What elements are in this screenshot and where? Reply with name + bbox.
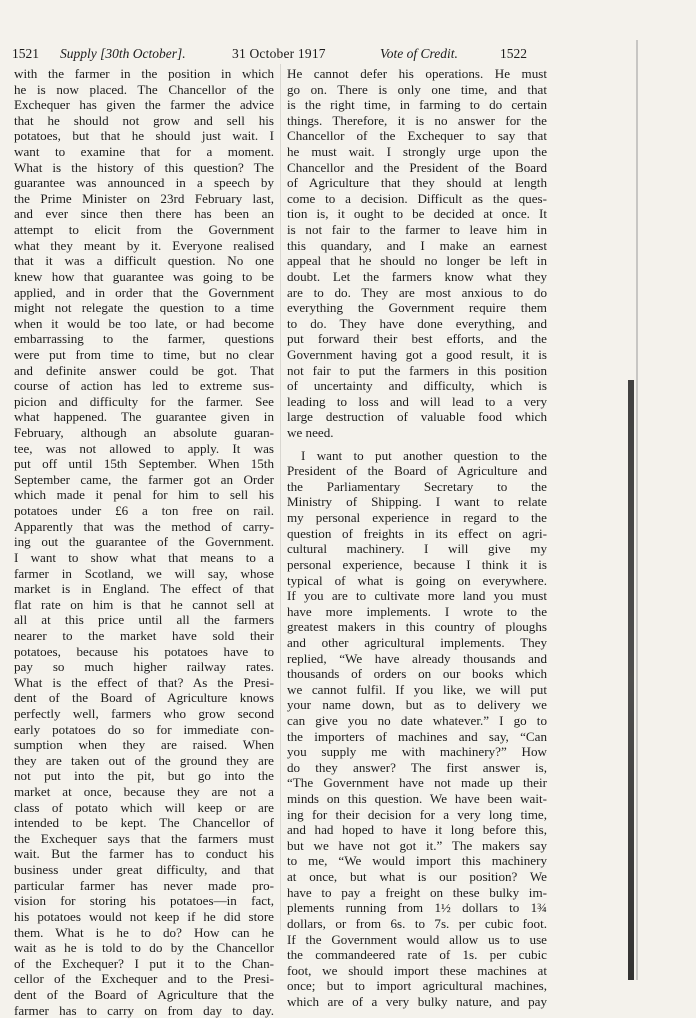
text-line: Chancellor and the President of the Board — [287, 159, 547, 175]
text-line: at once, but what is our position? We — [287, 869, 547, 885]
text-line: attempt to elicit from the Government — [14, 222, 274, 238]
text-line: particular farmer has never made pro- — [14, 877, 274, 893]
text-line: Ministry of Shipping. I want to relate — [287, 494, 547, 510]
text-line: have to pay a freight on these bulky im- — [287, 884, 547, 900]
text-line: course of action has led to extreme sus- — [14, 378, 274, 394]
text-line: intended to be kept. The Chancellor of — [14, 815, 274, 831]
text-line: my personal experience in regard to the — [287, 510, 547, 526]
text-line: tion is, it ought to be decided at once. It — [287, 206, 547, 222]
paragraph-gap — [287, 441, 547, 448]
text-line: cultural machinery. I will give my — [287, 541, 547, 557]
text-line: wait. But the farmer has to conduct his — [14, 846, 274, 862]
text-line: large destruction of valuable food which — [287, 409, 547, 425]
text-line: typical of what is going on everywhere. — [287, 572, 547, 588]
text-line: Apparently that was the method of carry- — [14, 518, 274, 534]
text-line: this quandary, and I make an earnest — [287, 237, 547, 253]
text-line: and ever since then there has been an — [14, 206, 274, 222]
text-line: business under great difficulty, and that — [14, 862, 274, 878]
text-line: minds on this question. We have been wait- — [287, 791, 547, 807]
text-line: but we have not got it.” The makers say — [287, 837, 547, 853]
text-line: market is in England. The effect of that — [14, 581, 274, 597]
text-line: farmer in Scotland, we will say, whose — [14, 565, 274, 581]
text-line: early potatoes do so for immediate con- — [14, 721, 274, 737]
text-line: with the farmer in the position in which — [14, 66, 274, 81]
text-line: Government having got a good result, it is — [287, 346, 547, 362]
text-line: doubt. Let the farmers know what they — [287, 268, 547, 284]
binding-edge-shadow — [628, 380, 634, 980]
text-line: of Agriculture that they should at length — [287, 175, 547, 191]
text-line: If the Government would allow us to use — [287, 931, 547, 947]
text-line: you supply me with machinery?” How — [287, 744, 547, 760]
left-column-number: 1521 — [12, 46, 39, 61]
text-line: and other agricultural implements. They — [287, 634, 547, 650]
text-line: can give you no date whatever.” I go to — [287, 712, 547, 728]
text-line: might not relegate the question to a time — [14, 300, 274, 316]
text-line: question of freights in its effect on agri- — [287, 525, 547, 541]
text-line: the importers of machines and say, “Can — [287, 728, 547, 744]
text-line: not put into the pit, but go into the — [14, 768, 274, 784]
text-line: September came, the farmer got an Order — [14, 471, 274, 487]
text-line: nearer to the market have sold their — [14, 627, 274, 643]
text-line: he must wait. I strongly urge upon the — [287, 144, 547, 160]
text-line: dent of the Board of Agriculture knows — [14, 690, 274, 706]
text-line: tee, was not allowed to apply. It was — [14, 440, 274, 456]
text-line: pay so much higher railway rates. — [14, 659, 274, 675]
text-line: What is the effect of that? As the Presi- — [14, 674, 274, 690]
text-line: is not fair to the farmer to leave him in — [287, 222, 547, 238]
text-line: want to examine that for a moment. — [14, 144, 274, 160]
right-paragraph-1 — [287, 66, 547, 441]
text-line: class of potato which will keep or are — [14, 799, 274, 815]
text-line: everything the Government require them — [287, 300, 547, 316]
text-line: appeal that he should no longer be left in — [287, 253, 547, 269]
text-line: potatoes under £6 a ton free on rail. — [14, 503, 274, 519]
text-line: flat rate on him is that he cannot sell at — [14, 596, 274, 612]
header-date: 31 October 1917 — [232, 46, 326, 61]
right-running-title: Vote of Credit. — [380, 46, 458, 61]
text-line: applied, and in order that the Government — [14, 284, 274, 300]
left-text-column — [14, 66, 274, 1018]
text-line: President of the Board of Agriculture and — [287, 463, 547, 479]
text-line: and had hoped to have it long before this, — [287, 822, 547, 838]
text-line: and definite answer could be got. That — [14, 362, 274, 378]
text-line: are to do. They are most anxious to do — [287, 284, 547, 300]
text-line: market at once, because they are not a — [14, 784, 274, 800]
text-line: when it would be too late, or had become — [14, 315, 274, 331]
text-line: thousands of orders on our books which — [287, 666, 547, 682]
text-line: farmer has to carry on from day to day. — [14, 1002, 274, 1018]
text-line: which made it penal for him to sell his — [14, 487, 274, 503]
page-edge-line — [636, 40, 638, 980]
text-line: which are of a very bulky nature, and pay — [287, 993, 547, 1009]
text-line: were put from time to time, but no clear — [14, 346, 274, 362]
text-line: what they meant by it. Everyone realised — [14, 237, 274, 253]
text-line: I want to put another question to the — [301, 447, 547, 463]
text-line: is the right time, in farming to do certain — [287, 97, 547, 113]
right-column-number: 1522 — [500, 46, 527, 61]
text-line: the commandeered rate of 1s. per cubic — [287, 947, 547, 963]
text-line: that he should not grow and sell his — [14, 112, 274, 128]
text-line: cellor of the Exchequer and to the Presi- — [14, 971, 274, 987]
text-line: we cannot fulfil. If you like, we will put — [287, 681, 547, 697]
text-line: replied, “We have already thousands and — [287, 650, 547, 666]
text-line: once; but to import agricultural machines, — [287, 978, 547, 994]
text-line: your name down, but as to delivery we — [287, 697, 547, 713]
text-line: all at this price until all the farmers — [14, 612, 274, 628]
text-line: guarantee was announced in a speech by — [14, 175, 274, 191]
right-paragraph-2 — [287, 448, 547, 1010]
text-line: they are taken out of the ground they are — [14, 752, 274, 768]
text-line: do they answer? The first answer is, — [287, 759, 547, 775]
text-line: knew how that guarantee was going to be — [14, 268, 274, 284]
text-line: potatoes, but that he should just wait. I — [14, 128, 274, 144]
text-line: I want to show what that means to a — [14, 549, 274, 565]
text-line: the Exchequer says that the farmers must — [14, 830, 274, 846]
text-line: dollars, or from 6s. to 7s. per cubic foot. — [287, 915, 547, 931]
text-line: the Parliamentary Secretary to the — [287, 478, 547, 494]
page-header — [12, 44, 542, 64]
text-line: vision for storing his potatoes—in fact, — [14, 893, 274, 909]
text-line: potatoes, because his potatoes have to — [14, 643, 274, 659]
text-line: have more implements. I wrote to the — [287, 603, 547, 619]
text-line: the Prime Minister on 23rd February last, — [14, 190, 274, 206]
column-divider — [280, 64, 281, 930]
text-line: ing out the guarantee of the Government. — [14, 534, 274, 550]
text-line: plements running from 1½ dollars to 1¾ — [287, 900, 547, 916]
text-line: things. Therefore, it is no answer for the — [287, 112, 547, 128]
text-line: embarrassing to the farmer, questions — [14, 331, 274, 347]
text-line: He cannot defer his operations. He must — [287, 66, 547, 81]
text-line: of uncertainty and difficulty, which is — [287, 378, 547, 394]
left-running-title: Supply [30th October]. — [60, 46, 186, 61]
text-line: them. What is he to do? How can he — [14, 924, 274, 940]
text-line: What is the history of this question? The — [14, 159, 274, 175]
text-line: not fair to put the farmers in this position — [287, 362, 547, 378]
text-line: personal experience, because I think it is — [287, 556, 547, 572]
text-line: that it was a difficult question. No one — [14, 253, 274, 269]
text-line: put off until 15th September. When 15th — [14, 456, 274, 472]
text-line: picion and difficulty for the farmer. See — [14, 393, 274, 409]
text-line: Chancellor of the Exchequer to say that — [287, 128, 547, 144]
text-line: ing for their decision for a very long time, — [287, 806, 547, 822]
text-line: sumption when they are raised. When — [14, 737, 274, 753]
text-line: “The Government have not made up their — [287, 775, 547, 791]
text-line: to me, “We would import this machinery — [287, 853, 547, 869]
text-line: of the Exchequer? I put it to the Chan- — [14, 955, 274, 971]
right-text-column — [287, 66, 547, 1010]
text-line: what happened. The guarantee given in — [14, 409, 274, 425]
text-line: leading to loss and will lead to a very — [287, 393, 547, 409]
text-line: put forward their best efforts, and the — [287, 331, 547, 347]
text-line: we need. — [287, 425, 334, 441]
text-line: his potatoes would not keep if he did store — [14, 908, 274, 924]
text-line: he is now placed. The Chancellor of the — [14, 81, 274, 97]
text-line: February, although an absolute guaran- — [14, 425, 274, 441]
text-line: come to a decision. Difficult as the ques- — [287, 190, 547, 206]
text-line: go on. There is only one time, and that — [287, 81, 547, 97]
text-line: Exchequer has given the farmer the advice — [14, 97, 274, 113]
text-line: foot, we should import these machines at — [287, 962, 547, 978]
text-line: wait as he is told to do by the Chancellor — [14, 940, 274, 956]
text-line: perfectly well, farmers who grow second — [14, 705, 274, 721]
text-line: greatest makers in this country of ploughs — [287, 619, 547, 635]
text-line: If you are to cultivate more land you must — [287, 588, 547, 604]
text-line: to do. They have done everything, and — [287, 315, 547, 331]
text-line: dent of the Board of Agriculture that the — [14, 986, 274, 1002]
